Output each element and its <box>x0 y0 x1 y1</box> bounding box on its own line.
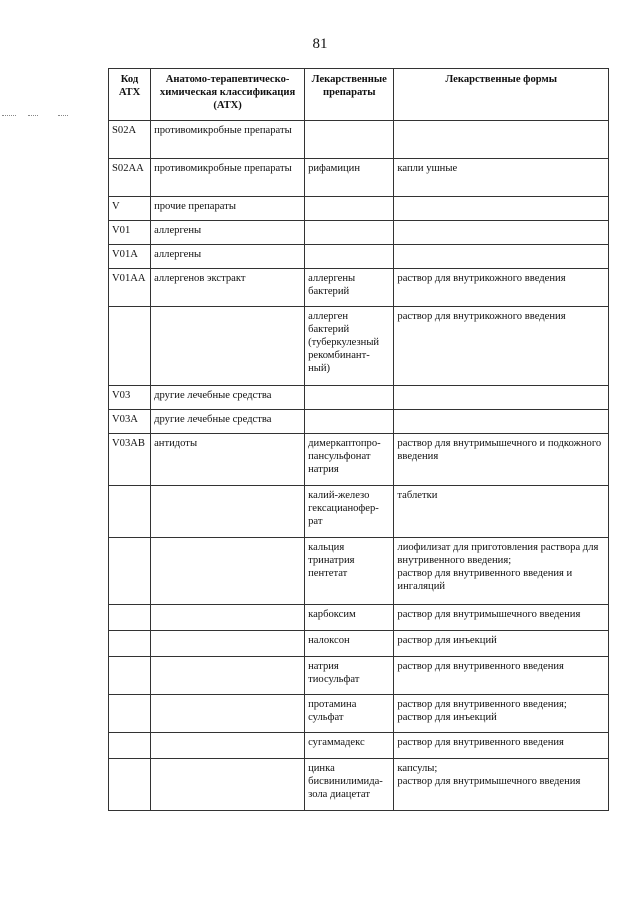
atx-table <box>108 68 609 811</box>
cell-code: V01AA <box>109 269 151 307</box>
table-row <box>109 121 609 159</box>
cell-classification: аллергенов экстракт <box>151 269 305 307</box>
header-classification: Анатомо-терапевтическо-химическая классификация (АТХ) <box>151 69 305 121</box>
cell-form: таблетки <box>394 486 609 538</box>
cell-drug <box>305 386 394 410</box>
cell-code <box>109 307 151 386</box>
cell-classification <box>151 486 305 538</box>
table-header-row <box>109 69 609 121</box>
cell-drug: натрия тиосульфат <box>305 657 394 695</box>
cell-form: капли ушные <box>394 159 609 197</box>
cell-classification: антидоты <box>151 434 305 486</box>
table-row <box>109 159 609 197</box>
cell-drug <box>305 221 394 245</box>
cell-classification: прочие препараты <box>151 197 305 221</box>
cell-code: V01A <box>109 245 151 269</box>
scan-mark-left-3 <box>58 115 68 116</box>
table-row <box>109 605 609 631</box>
cell-code <box>109 657 151 695</box>
cell-classification <box>151 538 305 605</box>
cell-drug <box>305 197 394 221</box>
table-row <box>109 245 609 269</box>
cell-code: V03AB <box>109 434 151 486</box>
cell-form <box>394 386 609 410</box>
cell-form: раствор для внутримышечного и подкожного введения <box>394 434 609 486</box>
cell-form: раствор для внутрикожного введения <box>394 307 609 386</box>
form-line: раствор для внутримышечного введения <box>397 776 581 787</box>
cell-code: S02A <box>109 121 151 159</box>
table-row <box>109 631 609 657</box>
table-row <box>109 221 609 245</box>
cell-drug: цинка бисвинилимида-зола диацетат <box>305 759 394 811</box>
cell-form <box>394 538 609 605</box>
table-row <box>109 733 609 759</box>
cell-form <box>394 695 609 733</box>
cell-drug <box>305 410 394 434</box>
cell-classification: другие лечебные средства <box>151 410 305 434</box>
table-row <box>109 657 609 695</box>
cell-form <box>394 221 609 245</box>
cell-drug <box>305 121 394 159</box>
table-row <box>109 307 609 386</box>
cell-drug <box>305 245 394 269</box>
cell-code: V01 <box>109 221 151 245</box>
table-row <box>109 410 609 434</box>
scan-mark-left-2 <box>28 115 38 116</box>
cell-code <box>109 486 151 538</box>
cell-classification <box>151 759 305 811</box>
cell-drug: кальция тринатрия пентетат <box>305 538 394 605</box>
cell-code: V <box>109 197 151 221</box>
cell-form: раствор для внутримышечного введения <box>394 605 609 631</box>
page-number: 81 <box>312 36 328 52</box>
cell-form: раствор для инъекций <box>394 631 609 657</box>
table-row <box>109 486 609 538</box>
cell-drug: протамина сульфат <box>305 695 394 733</box>
cell-classification: противомикробные препараты <box>151 159 305 197</box>
header-drugs: Лекарственные препараты <box>305 69 394 121</box>
cell-code: V03A <box>109 410 151 434</box>
cell-drug: калий-железо гексацианофер-рат <box>305 486 394 538</box>
cell-drug: димеркаптопро-пансульфонат натрия <box>305 434 394 486</box>
cell-classification: другие лечебные средства <box>151 386 305 410</box>
cell-code: S02AA <box>109 159 151 197</box>
cell-classification: аллергены <box>151 221 305 245</box>
table-row <box>109 434 609 486</box>
cell-drug: сугаммадекс <box>305 733 394 759</box>
cell-form <box>394 197 609 221</box>
table-row <box>109 695 609 733</box>
cell-form <box>394 245 609 269</box>
cell-code <box>109 605 151 631</box>
table-row <box>109 759 609 811</box>
cell-code <box>109 631 151 657</box>
cell-drug: аллерген бактерий (туберкулезный рекомбинант-ный) <box>305 307 394 386</box>
form-line: раствор для внутривенного введения; <box>397 699 567 710</box>
cell-classification: аллергены <box>151 245 305 269</box>
form-line: раствор для внутривенного введения и ингаляций <box>397 568 573 592</box>
cell-classification <box>151 657 305 695</box>
cell-code <box>109 733 151 759</box>
cell-form <box>394 121 609 159</box>
cell-code <box>109 759 151 811</box>
cell-form: раствор для внутривенного введения <box>394 733 609 759</box>
table-row <box>109 197 609 221</box>
header-code: Код АТХ <box>109 69 151 121</box>
cell-classification <box>151 631 305 657</box>
cell-form <box>394 759 609 811</box>
scan-mark-left-1 <box>2 115 16 116</box>
cell-drug: рифамицин <box>305 159 394 197</box>
cell-classification <box>151 695 305 733</box>
header-forms: Лекарственные формы <box>394 69 609 121</box>
form-line: лиофилизат для приготовления раствора для внутривенного введения; <box>397 542 599 566</box>
form-line: капсулы; <box>397 763 438 774</box>
table-row <box>109 386 609 410</box>
cell-code <box>109 695 151 733</box>
table-row <box>109 538 609 605</box>
cell-classification <box>151 307 305 386</box>
cell-drug: карбоксим <box>305 605 394 631</box>
cell-form <box>394 410 609 434</box>
cell-classification <box>151 605 305 631</box>
cell-code: V03 <box>109 386 151 410</box>
cell-drug: налоксон <box>305 631 394 657</box>
cell-code <box>109 538 151 605</box>
cell-form: раствор для внутривенного введения <box>394 657 609 695</box>
table-row <box>109 269 609 307</box>
form-line: раствор для инъекций <box>397 712 497 723</box>
cell-classification <box>151 733 305 759</box>
cell-drug: аллергены бактерий <box>305 269 394 307</box>
cell-form: раствор для внутрикожного введения <box>394 269 609 307</box>
cell-classification: противомикробные препараты <box>151 121 305 159</box>
